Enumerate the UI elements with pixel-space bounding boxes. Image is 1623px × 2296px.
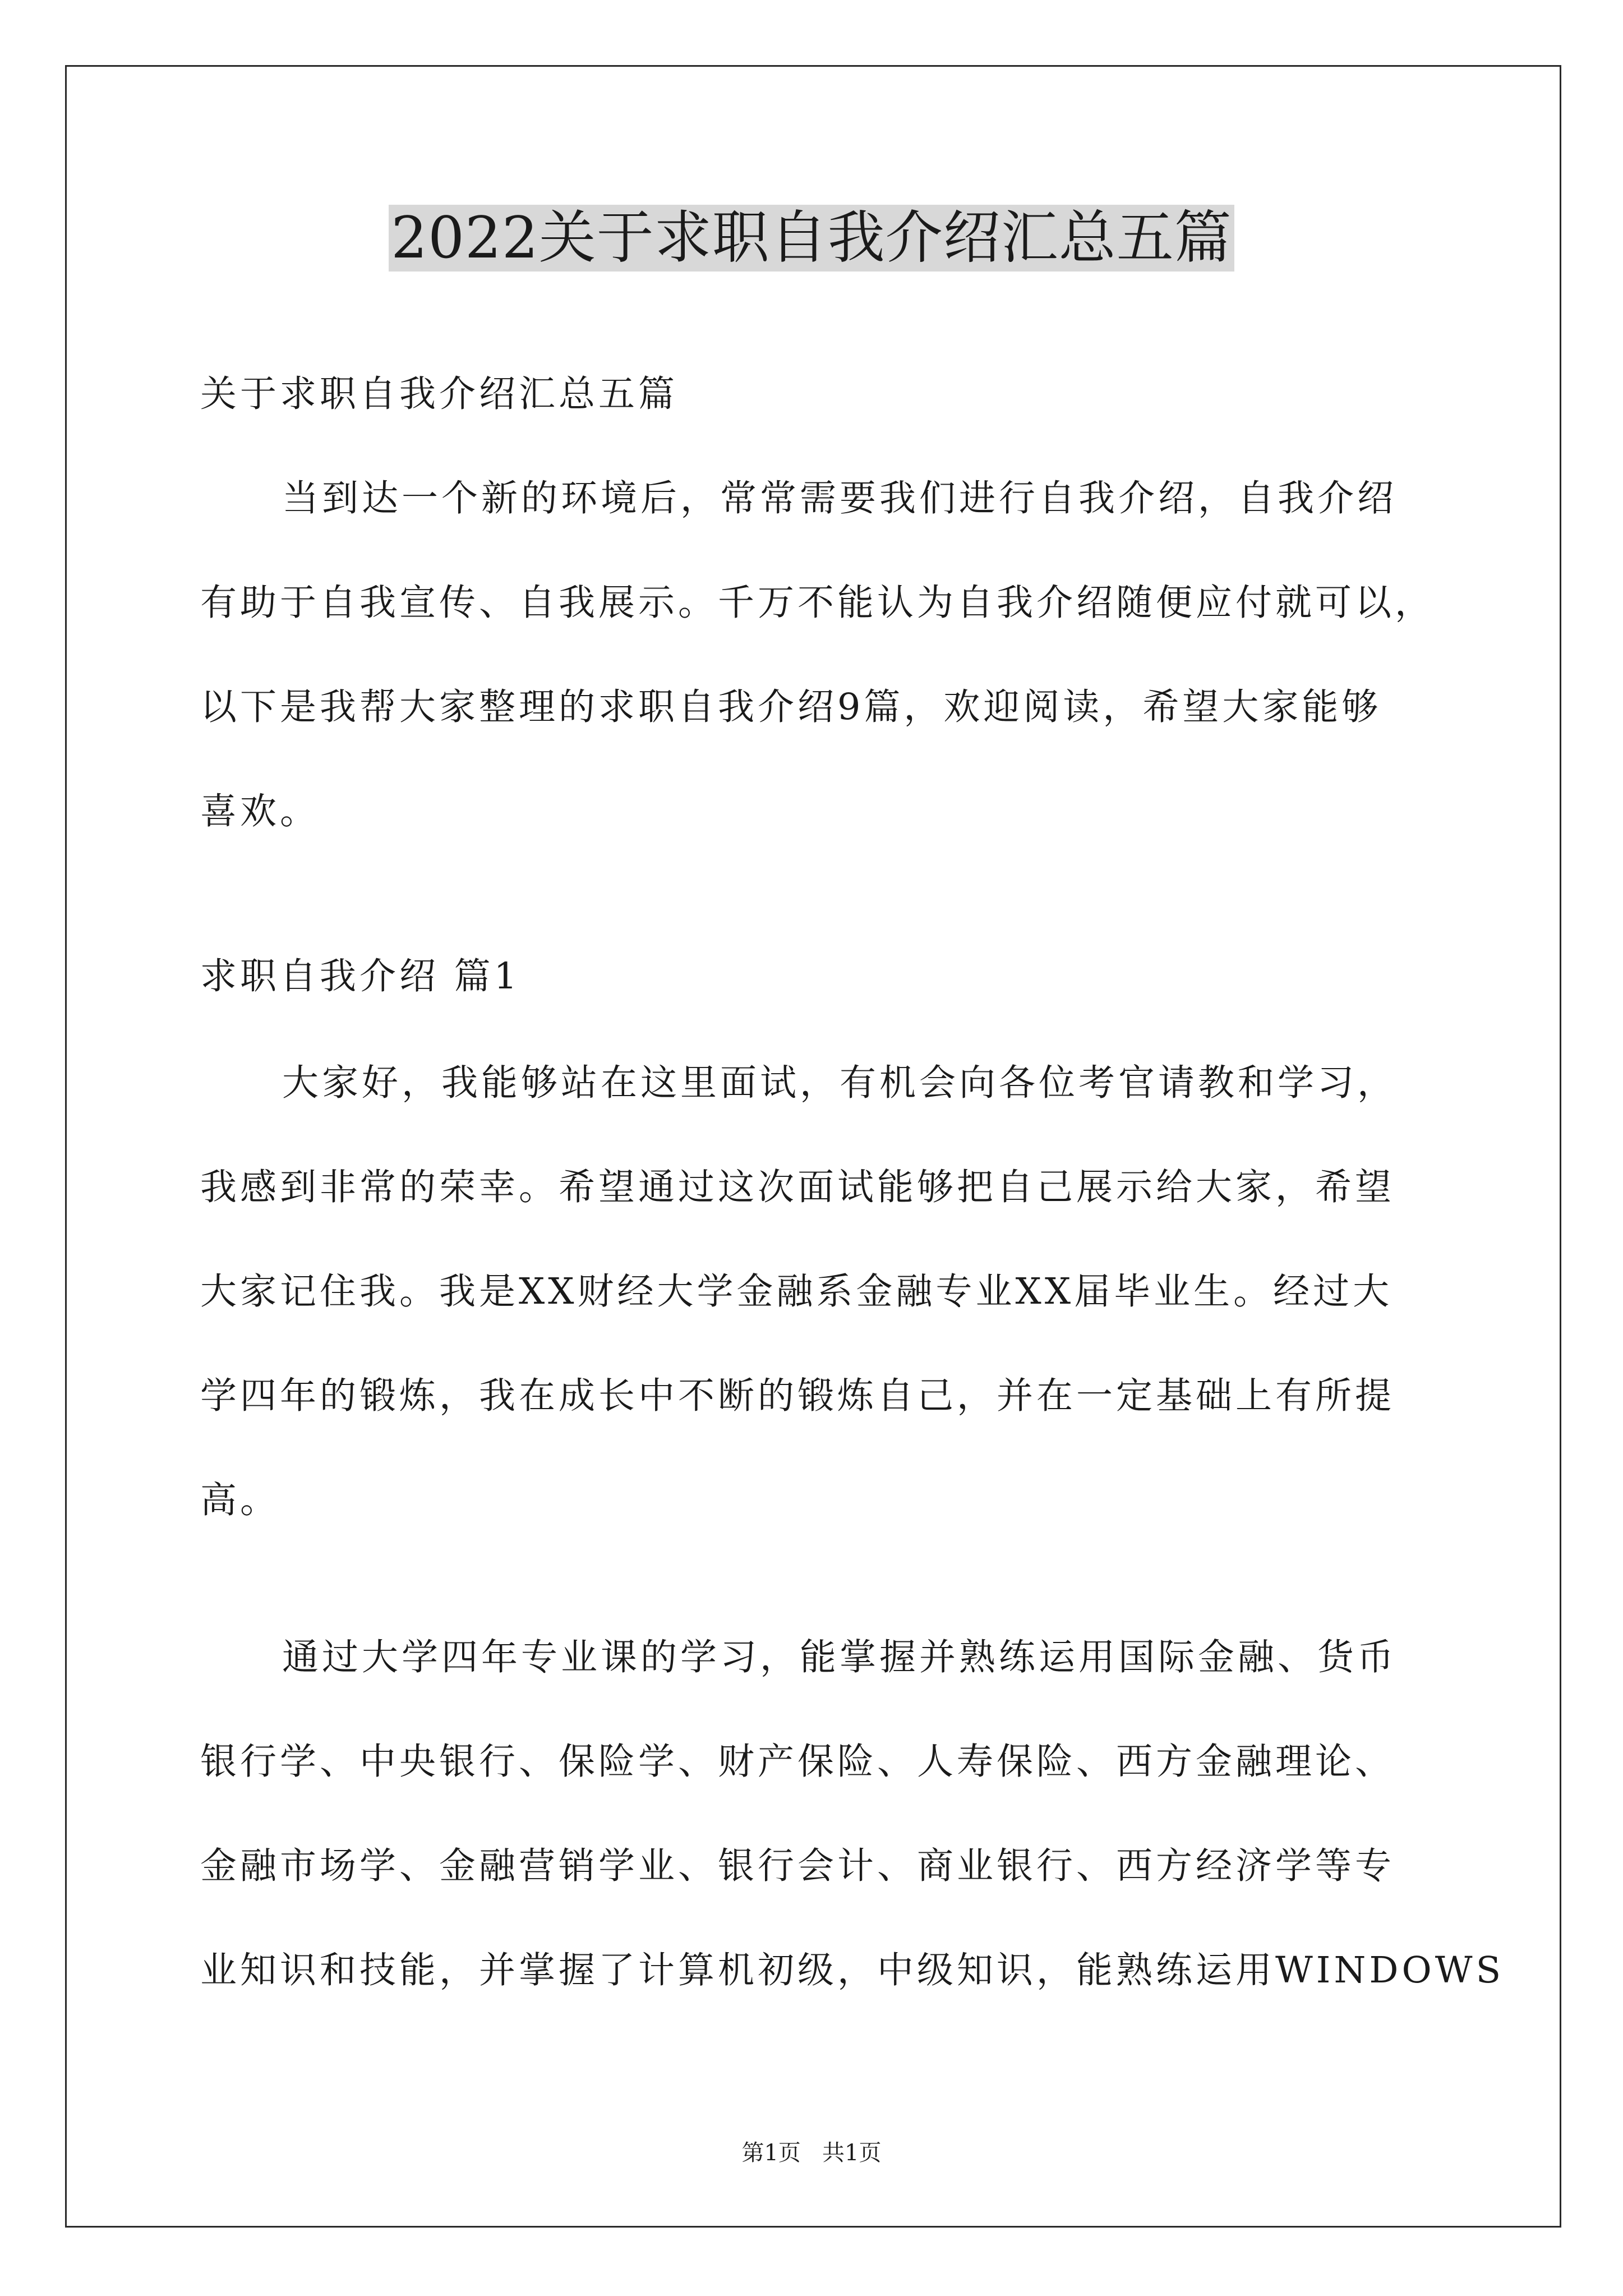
body-paragraph-1 xyxy=(200,1031,1431,1553)
paragraph-line: 大家好，我能够站在这里面试，有机会向各位考官请教和学习， xyxy=(282,1062,1398,1104)
paragraph-line: 我感到非常的荣幸。希望通过这次面试能够把自己展示给大家，希望 xyxy=(200,1166,1395,1208)
paragraph-line: 通过大学四年专业课的学习，能掌握并熟练运用国际金融、货币 xyxy=(282,1636,1398,1678)
paragraph-line: 金融市场学、金融营销学业、银行会计、商业银行、西方经济学等专 xyxy=(200,1845,1395,1887)
document-subtitle: 关于求职自我介绍汇总五篇 xyxy=(200,373,679,415)
paragraph-line: 当到达一个新的环境后，常常需要我们进行自我介绍，自我介绍 xyxy=(282,477,1398,519)
paragraph-line: 学四年的锻炼，我在成长中不断的锻炼自己，并在一定基础上有所提 xyxy=(200,1375,1395,1417)
paragraph-line: 高。 xyxy=(200,1479,280,1521)
paragraph-line: 喜欢。 xyxy=(200,790,320,832)
paragraph-line: 银行学、中央银行、保险学、财产保险、人寿保险、西方金融理论、 xyxy=(200,1741,1395,1783)
paragraph-line: 大家记住我。我是XX财经大学金融系金融专业XX届毕业生。经过大 xyxy=(200,1271,1393,1313)
section-heading: 求职自我介绍 篇1 xyxy=(200,955,521,997)
page-footer: 第1页 共1页 xyxy=(741,2140,882,2166)
document-subtitle-block xyxy=(200,342,1431,447)
body-paragraph-2 xyxy=(200,1605,1505,2023)
paragraph-line: 以下是我帮大家整理的求职自我介绍9篇，欢迎阅读，希望大家能够 xyxy=(200,686,1382,728)
section-heading-block xyxy=(200,924,1431,1029)
document-title-text: 2022关于求职自我介绍汇总五篇 xyxy=(389,205,1234,272)
document-title xyxy=(0,197,1623,279)
paragraph-line: 有助于自我宣传、自我展示。千万不能认为自我介绍随便应付就可以， xyxy=(200,582,1435,624)
paragraph-line: 业知识和技能，并掌握了计算机初级，中级知识，能熟练运用WINDOWS xyxy=(200,1949,1505,1991)
intro-paragraph xyxy=(200,447,1435,864)
